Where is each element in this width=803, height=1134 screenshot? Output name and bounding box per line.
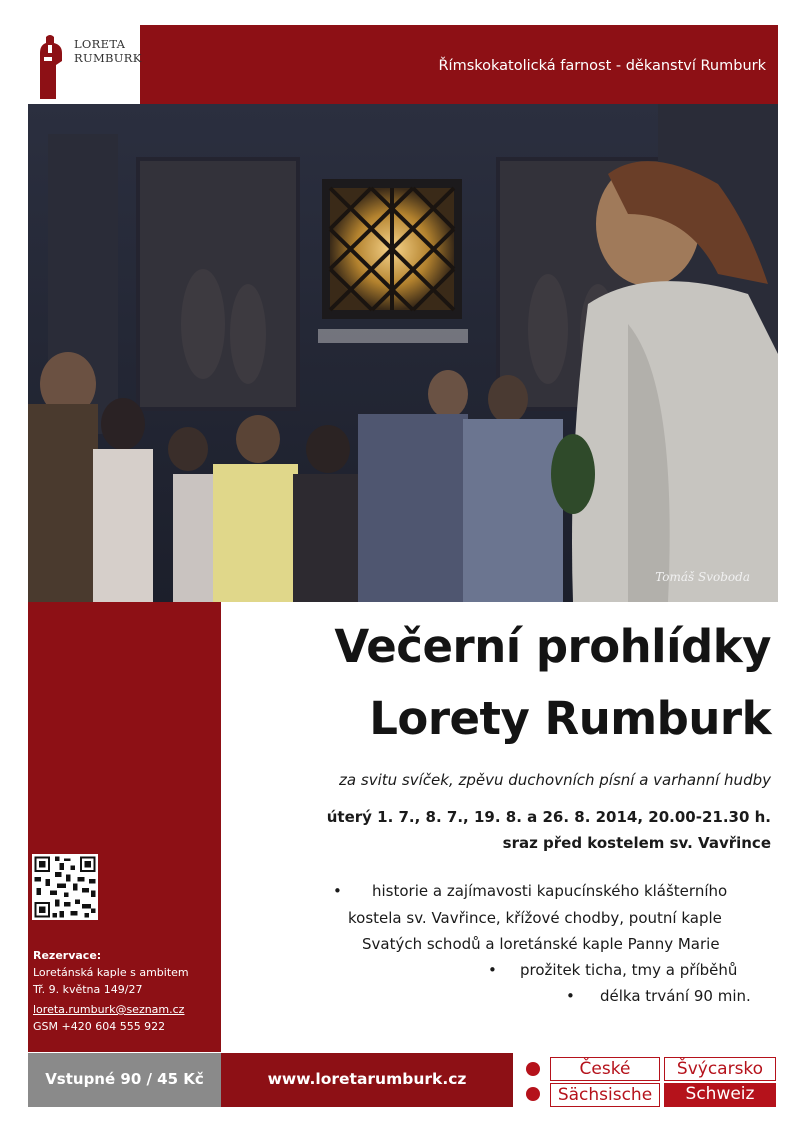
reservation-place: Loretánská kaple s ambitem bbox=[33, 966, 189, 979]
event-subtitle: za svitu svíček, zpěvu duchovních písní a varhanní hudby bbox=[339, 771, 771, 789]
bullet-1-line-3: Svatých schodů a loretánské kaple Panny Marie bbox=[362, 935, 720, 953]
photo-credit: Tomáš Svoboda bbox=[655, 570, 750, 584]
event-title-line-1: Večerní prohlídky bbox=[334, 620, 771, 673]
reservation-email-link[interactable]: loreta.rumburk@seznam.cz bbox=[33, 1003, 185, 1016]
region-cell-bl: Sächsische bbox=[550, 1083, 660, 1107]
photo-illustration bbox=[28, 104, 778, 602]
loreta-logo-icon bbox=[34, 31, 68, 99]
region-cell-br: Schweiz bbox=[664, 1083, 776, 1107]
reservation-title: Rezervace: bbox=[33, 949, 102, 962]
bullet-1-line-2: kostela sv. Vavřince, křížové chodby, poutní kaple bbox=[348, 909, 722, 927]
website-box bbox=[221, 1053, 513, 1107]
website-link[interactable]: www.loretarumburk.cz bbox=[267, 1070, 467, 1088]
bullet-icon: • bbox=[566, 987, 575, 1005]
bullet-1-line-1: historie a zajímavosti kapucínského klášterního bbox=[372, 882, 728, 900]
bullet-icon: • bbox=[333, 882, 342, 900]
region-dot-icon bbox=[526, 1062, 540, 1076]
event-dates: úterý 1. 7., 8. 7., 19. 8. a 26. 8. 2014, 20.00-21.30 h. bbox=[326, 808, 771, 826]
price-box bbox=[28, 1053, 221, 1107]
logo-text bbox=[74, 37, 142, 65]
region-cell-tl: České bbox=[550, 1057, 660, 1081]
reservation-address: Tř. 9. května 149/27 bbox=[33, 983, 143, 996]
meeting-point: sraz před kostelem sv. Vavřince bbox=[502, 834, 771, 852]
logo bbox=[28, 25, 140, 104]
bullet-icon: • bbox=[488, 961, 497, 979]
admission-price: Vstupné 90 / 45 Kč bbox=[45, 1070, 204, 1088]
bullet-2: prožitek ticha, tmy a příběhů bbox=[520, 961, 738, 979]
event-title-line-2: Lorety Rumburk bbox=[369, 692, 771, 745]
reservation-phone: GSM +420 604 555 922 bbox=[33, 1020, 166, 1033]
region-dot-icon bbox=[526, 1087, 540, 1101]
parish-name: Římskokatolická farnost - děkanství Rumburk bbox=[438, 58, 766, 74]
header-bar bbox=[28, 25, 778, 104]
event-photo bbox=[28, 104, 778, 602]
logo-line-2: RUMBURK bbox=[74, 51, 142, 65]
region-cell-tr: Švýcarsko bbox=[664, 1057, 776, 1081]
bullet-3: délka trvání 90 min. bbox=[600, 987, 751, 1005]
qr-code-icon bbox=[32, 854, 98, 920]
logo-line-1: LORETA bbox=[74, 37, 126, 51]
left-sidebar bbox=[28, 602, 221, 1052]
